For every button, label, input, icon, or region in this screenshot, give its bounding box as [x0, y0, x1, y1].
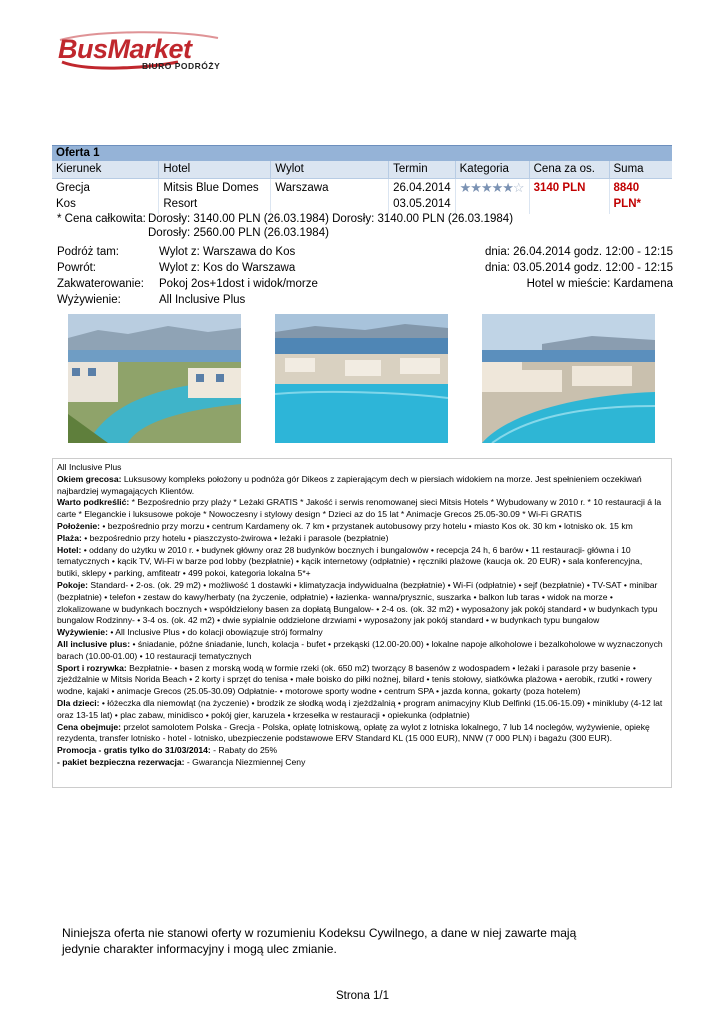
price-total-line1: Dorosły: 3140.00 PLN (26.03.1984) Dorosły: 3140.00 PLN (26.03.1984)	[148, 213, 514, 225]
description-key: Promocja - gratis tylko do 31/03/2014:	[57, 745, 211, 756]
description-paragraph	[57, 580, 667, 627]
header-departure: Wylot	[271, 161, 389, 179]
price-total-line2: Dorosły: 2560.00 PLN (26.03.1984)	[148, 227, 329, 239]
description-value: • bezpośrednio przy morzu • centrum Kardameny ok. 7 km • przystanek autobusowy przy hotelu • miasto Kos ok. 30 km • lotnisko ok. 15 km	[99, 520, 633, 531]
description-paragraph	[57, 663, 667, 698]
category-stars-icon: ★★★★★☆	[459, 180, 524, 195]
description-paragraph	[57, 533, 667, 545]
logo-subtitle: BIURO PODRÓŻY	[142, 61, 221, 71]
header-category: Kategoria	[455, 161, 529, 179]
description-value: * Bezpośrednio przy plaży * Leżaki GRATIS * Jakość i serwis renomowanej sieci Mitsis Hotels * Wybudowany w 2010 r. * 10 restauracji á la carte * Eleganckie i luksusowe pokoje * Nowoczesny i stylowy design * Dzieci az do 15 lat * Animacje Grecos 25.05-30.09 * Wi-Fi GRATIS	[57, 497, 662, 520]
description-key: Warto podkreślić:	[57, 497, 130, 508]
description-key: Położenie:	[57, 520, 100, 531]
board-row	[0, 292, 725, 308]
description-paragraph	[57, 745, 667, 757]
description-value: - Rabaty do 25%	[210, 745, 278, 756]
outbound-row	[0, 244, 725, 260]
description-key: Dla dzieci:	[57, 697, 100, 708]
description-value: • łóżeczka dla niemowląt (na życzenie) • brodzik ze słodką wodą i zjeżdżalnią • program animacyjny Klub Delfinki (15.06-15.09) • minikluby (4-12 lat oraz 13-15 lat) • plac zabaw, minidisco • pokój gier, karuzela • krzesełka w restauracji • opiekunka (odpłatnie)	[57, 697, 663, 720]
offer-header-row	[52, 161, 672, 179]
date-from: 26.04.2014	[393, 182, 451, 194]
description-key: Wyżywienie:	[57, 627, 108, 638]
description-key: Cena obejmuje:	[57, 721, 121, 732]
cell-hotel	[159, 179, 271, 215]
offer-title: Oferta 1	[52, 146, 672, 162]
cell-date	[389, 179, 456, 215]
accommodation-location: Hotel w mieście: Kardamena	[526, 278, 673, 290]
description-value: - Gwarancja Niezmiennej Ceny	[184, 756, 306, 767]
description-value: • śniadanie, późne śniadanie, lunch, kolacja - bufet • przekąski (12.00-20.00) • lokalne napoje alkoholowe i bezalkoholowe w wyznaczonych barach (10.00-01.00) • 10 restauracji tematycznych	[57, 638, 663, 661]
description-paragraph	[57, 545, 667, 580]
hotel-photo-1	[68, 314, 241, 443]
header-hotel: Hotel	[159, 161, 271, 179]
description-paragraph	[57, 497, 667, 521]
description-value: przelot samolotem Polska - Grecja - Polska, opłatę lotniskową, opłatę za wylot z lotniska lokalnego, 7 lub 14 noclegów, wyżywienie, opiekę rezydenta, transfer lotnisko - hotel - lotnisko, ubezpieczenie podstawowe ERV Standard KL (15 000 EUR), NNW (7 000 PLN) i bagażu (300 EUR).	[57, 721, 650, 744]
direction-country: Grecja	[56, 182, 90, 194]
description-value: Bezpłatnie- • basen z morską wodą w formie rzeki (ok. 650 m2) tworzący 8 basenów z wodospadem • leżaki i parasole przy basenie • zjeżdżalnie w Mitsis Norida Beach • 2 korty i sprzęt do tenisa • małe boisko do piłki nożnej, bilard • tenis stołowy, siatkówka plażowa • aerobik, rzutki • rowery wodne, kajaki • animacje Grecos (25.05-30.09) Odpłatnie- • motorowe sporty wodne • centrum SPA • jazda konna, gokarty (poza hotelem)	[57, 662, 652, 697]
description-value: Standard- • 2-os. (ok. 29 m2) • możliwość 1 dostawki • klimatyzacja indywidualna (bezpłatnie) • Wi-Fi (odpłatnie) • sejf (bezpłatnie) • TV-SAT • minibar (bezpłatnie) • telefon • zestaw do kawy/herbaty (na życzenie, odpłatnie) • łazienka- wanna/prysznic, suszarka • balkon lub taras • widok na morze • zlokalizowane w budynkach bocznych • współdzielony basen za dopłatą Bungalow- • 2-4 os. (ok. 32 m2) • wyposażony jak pokój standard • w budynkach typu bungalow Rodzinny- • 3-4 os. (ok. 42 m2) • dwie sypialnie oddzielone drzwiami • wyposażony jak pokój standard • w budynkach typu bungalow	[57, 579, 658, 626]
board-label: Wyżywienie:	[57, 294, 121, 306]
board-value: All Inclusive Plus	[159, 294, 246, 306]
hotel-name-line2: Resort	[163, 198, 198, 210]
offer-title-row	[52, 146, 672, 162]
description-key: Sport i rozrywka:	[57, 662, 127, 673]
hotel-description	[52, 458, 672, 788]
cell-category	[455, 179, 529, 215]
date-to: 03.05.2014	[393, 198, 451, 210]
header-total: Suma	[609, 161, 672, 179]
busmarket-logo	[58, 28, 223, 78]
description-value: Luksusowy kompleks położony u podnóża gór Dikeos z zapierającym dech w piersiach widokiem na morze. Jest spełnieniem oczekiwań najbardziej wymagających Klientów.	[57, 473, 642, 496]
return-label: Powrót:	[57, 262, 96, 274]
description-paragraph	[57, 627, 667, 639]
header-date: Termin	[389, 161, 456, 179]
header-direction: Kierunek	[52, 161, 159, 179]
description-heading: All Inclusive Plus	[57, 462, 122, 472]
description-paragraphs	[57, 474, 667, 769]
return-value: Wylot z: Kos do Warszawa	[159, 262, 296, 274]
accommodation-value: Pokoj 2os+1dost i widok/morze	[159, 278, 318, 290]
accommodation-row	[0, 276, 725, 292]
header-price: Cena za os.	[529, 161, 609, 179]
outbound-value: Wylot z: Warszawa do Kos	[159, 246, 296, 258]
outbound-date: dnia: 26.04.2014 godz. 12:00 - 12:15	[485, 246, 673, 258]
hotel-name-line1: Mitsis Blue Domes	[163, 182, 259, 194]
disclaimer: Niniejsza oferta nie stanowi oferty w rozumieniu Kodeksu Cywilnego, a dane w niej zawarte mają jedynie charakter informacyjny i mogą ulec zmianie.	[62, 926, 577, 956]
page-number: Strona 1/1	[335, 990, 390, 1002]
description-value: • All Inclusive Plus • do kolacji obowiązuje strój formalny	[107, 627, 323, 638]
description-key: All inclusive plus:	[57, 638, 131, 649]
description-paragraph	[57, 521, 667, 533]
cell-total: 8840 PLN*	[609, 179, 672, 215]
description-key: Pokoje:	[57, 579, 89, 590]
cell-price: 3140 PLN	[529, 179, 609, 215]
cell-direction	[52, 179, 159, 215]
price-breakdown	[57, 212, 513, 240]
description-paragraph	[57, 639, 667, 663]
hotel-photo-3	[482, 314, 655, 443]
offer-table	[52, 145, 672, 214]
description-key: Plaża:	[57, 532, 82, 543]
return-row	[0, 260, 725, 276]
price-total-label: * Cena całkowita:	[57, 213, 146, 225]
description-paragraph	[57, 474, 667, 498]
offer-row	[52, 179, 672, 215]
description-paragraph	[57, 722, 667, 746]
description-paragraph	[57, 757, 667, 769]
description-paragraph	[57, 698, 667, 722]
description-value: • oddany do użytku w 2010 r. • budynek główny oraz 28 budynków bocznych i bungalowów • recepcja 24 h, 6 barów • 11 restauracji- główna i 10 tematycznych • kącik TV, Wi-Fi w barze pod lobby (bezpłatnie) • kącik internetowy (odpłatnie) • ręczniki plażowe (kaucja ok. 20 EUR) • sala konferencyjna, butiki, sklepy • parking, amfiteatr • 499 pokoi, kategoria lokalna 5*+	[57, 544, 643, 579]
cell-departure: Warszawa	[271, 179, 389, 215]
hotel-photo-2	[275, 314, 448, 443]
return-date: dnia: 03.05.2014 godz. 12:00 - 12:15	[485, 262, 673, 274]
logo-wordmark: BusMarket	[58, 34, 192, 64]
description-value: • bezpośrednio przy hotelu • piaszczysto-żwirowa • leżaki i parasole (bezpłatnie)	[81, 532, 389, 543]
outbound-label: Podróż tam:	[57, 246, 119, 258]
direction-island: Kos	[56, 198, 76, 210]
description-key: - pakiet bezpieczna rezerwacja:	[57, 756, 185, 767]
accommodation-label: Zakwaterowanie:	[57, 278, 144, 290]
description-key: Okiem grecosa:	[57, 473, 122, 484]
description-key: Hotel:	[57, 544, 82, 555]
